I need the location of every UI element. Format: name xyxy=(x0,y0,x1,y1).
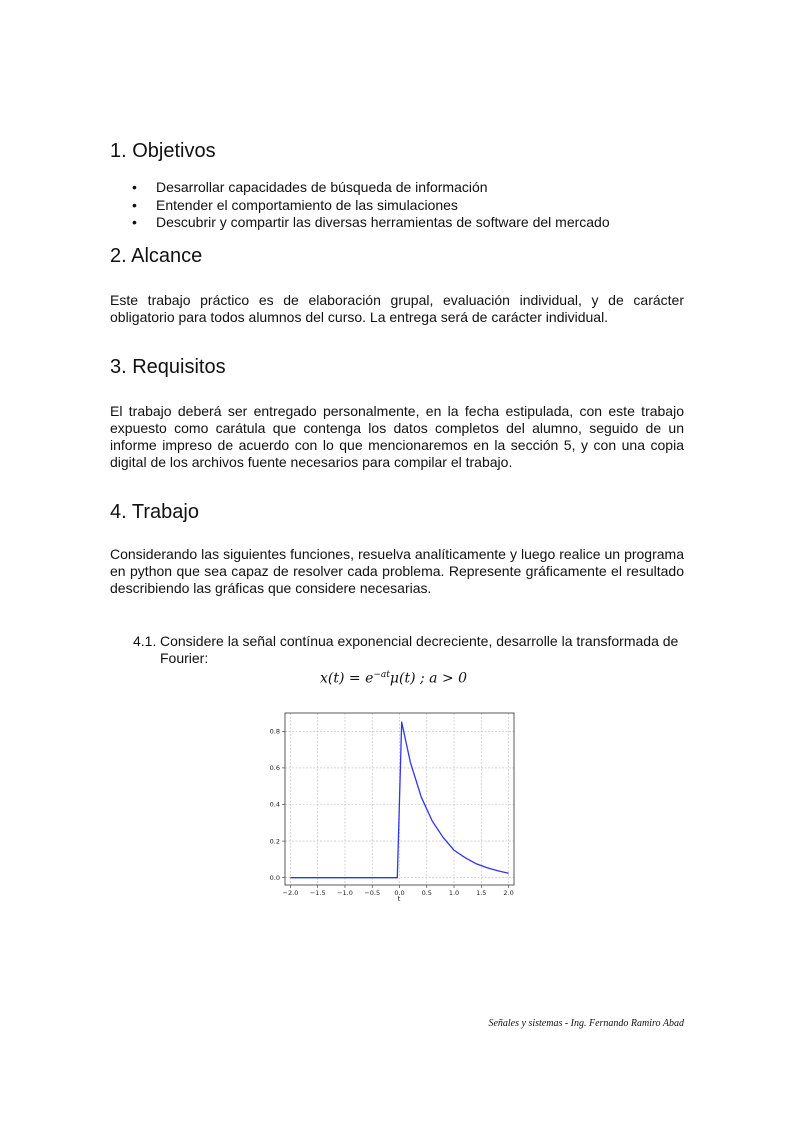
y-tick-label: 0.0 xyxy=(269,873,280,882)
x-tick-label: −0.5 xyxy=(364,889,381,897)
item-text-line2: Fourier: xyxy=(160,650,209,666)
x-axis-label: t xyxy=(397,895,401,903)
formula-rhs: μ(t) ; a > 0 xyxy=(389,670,468,687)
section-3-title: 3. Requisitos xyxy=(110,356,226,378)
item-number: 4.1. xyxy=(133,633,157,649)
list-item: • Desarrollar capacidades de búsqueda de información xyxy=(130,179,610,197)
x-tick-label: 0.5 xyxy=(421,889,432,897)
section-4-text: Considerando las siguientes funciones, resuelva analíticamente y luego realice un programa en python que sea capaz de resolver cada problema. Represente gráficamente el resultado describiendo las gráficas que considere necesarias. xyxy=(110,546,684,596)
exponential-chart xyxy=(258,705,528,905)
x-tick-label: −1.0 xyxy=(337,889,353,897)
y-tick-label: 0.6 xyxy=(269,764,280,773)
y-tick-label: 0.2 xyxy=(269,837,280,846)
footer: Señales y sistemas - Ing. Fernando Ramiro Abad xyxy=(488,1018,684,1029)
list-item: • Descubrir y compartir las diversas herramientas de software del mercado xyxy=(130,214,610,232)
x-tick-label: 2.0 xyxy=(503,889,514,897)
x-tick-label: 0.0 xyxy=(394,889,405,897)
y-tick-label: 0.4 xyxy=(269,800,280,809)
formula xyxy=(320,670,467,687)
section-1-title: 1. Objetivos xyxy=(110,140,216,162)
x-tick-label: −1.5 xyxy=(309,889,326,897)
section-2-title: 2. Alcance xyxy=(110,245,203,267)
objectives-list xyxy=(130,179,610,232)
x-tick-label: 1.0 xyxy=(448,889,460,897)
x-tick-label: −2.0 xyxy=(282,889,299,897)
list-item: • Entender el comportamiento de las simulaciones xyxy=(130,197,610,215)
section-4-title: 4. Trabajo xyxy=(110,501,199,523)
formula-exponent: −at xyxy=(373,670,390,680)
section-2-text: Este trabajo práctico es de elaboración grupal, evaluación individual, y de carácter obligatorio para todos alumnos del curso. La entrega será de carácter individual. xyxy=(110,292,684,325)
formula-lhs: x(t) = e xyxy=(320,670,374,687)
item-4-1 xyxy=(133,633,684,667)
y-tick-label: 0.8 xyxy=(269,727,280,736)
item-text-line1: Considere la señal contínua exponencial decreciente, desarrolle la transformada de xyxy=(160,633,679,649)
section-3-text: El trabajo deberá ser entregado personalmente, en la fecha estipulada, con este trabajo expuesto como carátula que contenga los datos completos del alumno, seguido de un informe impreso de acuerdo con lo que mencionaremos en la sección 5, y con una copia digital de los archivos fuente necesarios para compilar el trabajo. xyxy=(110,403,684,470)
x-tick-label: 1.5 xyxy=(476,889,487,897)
